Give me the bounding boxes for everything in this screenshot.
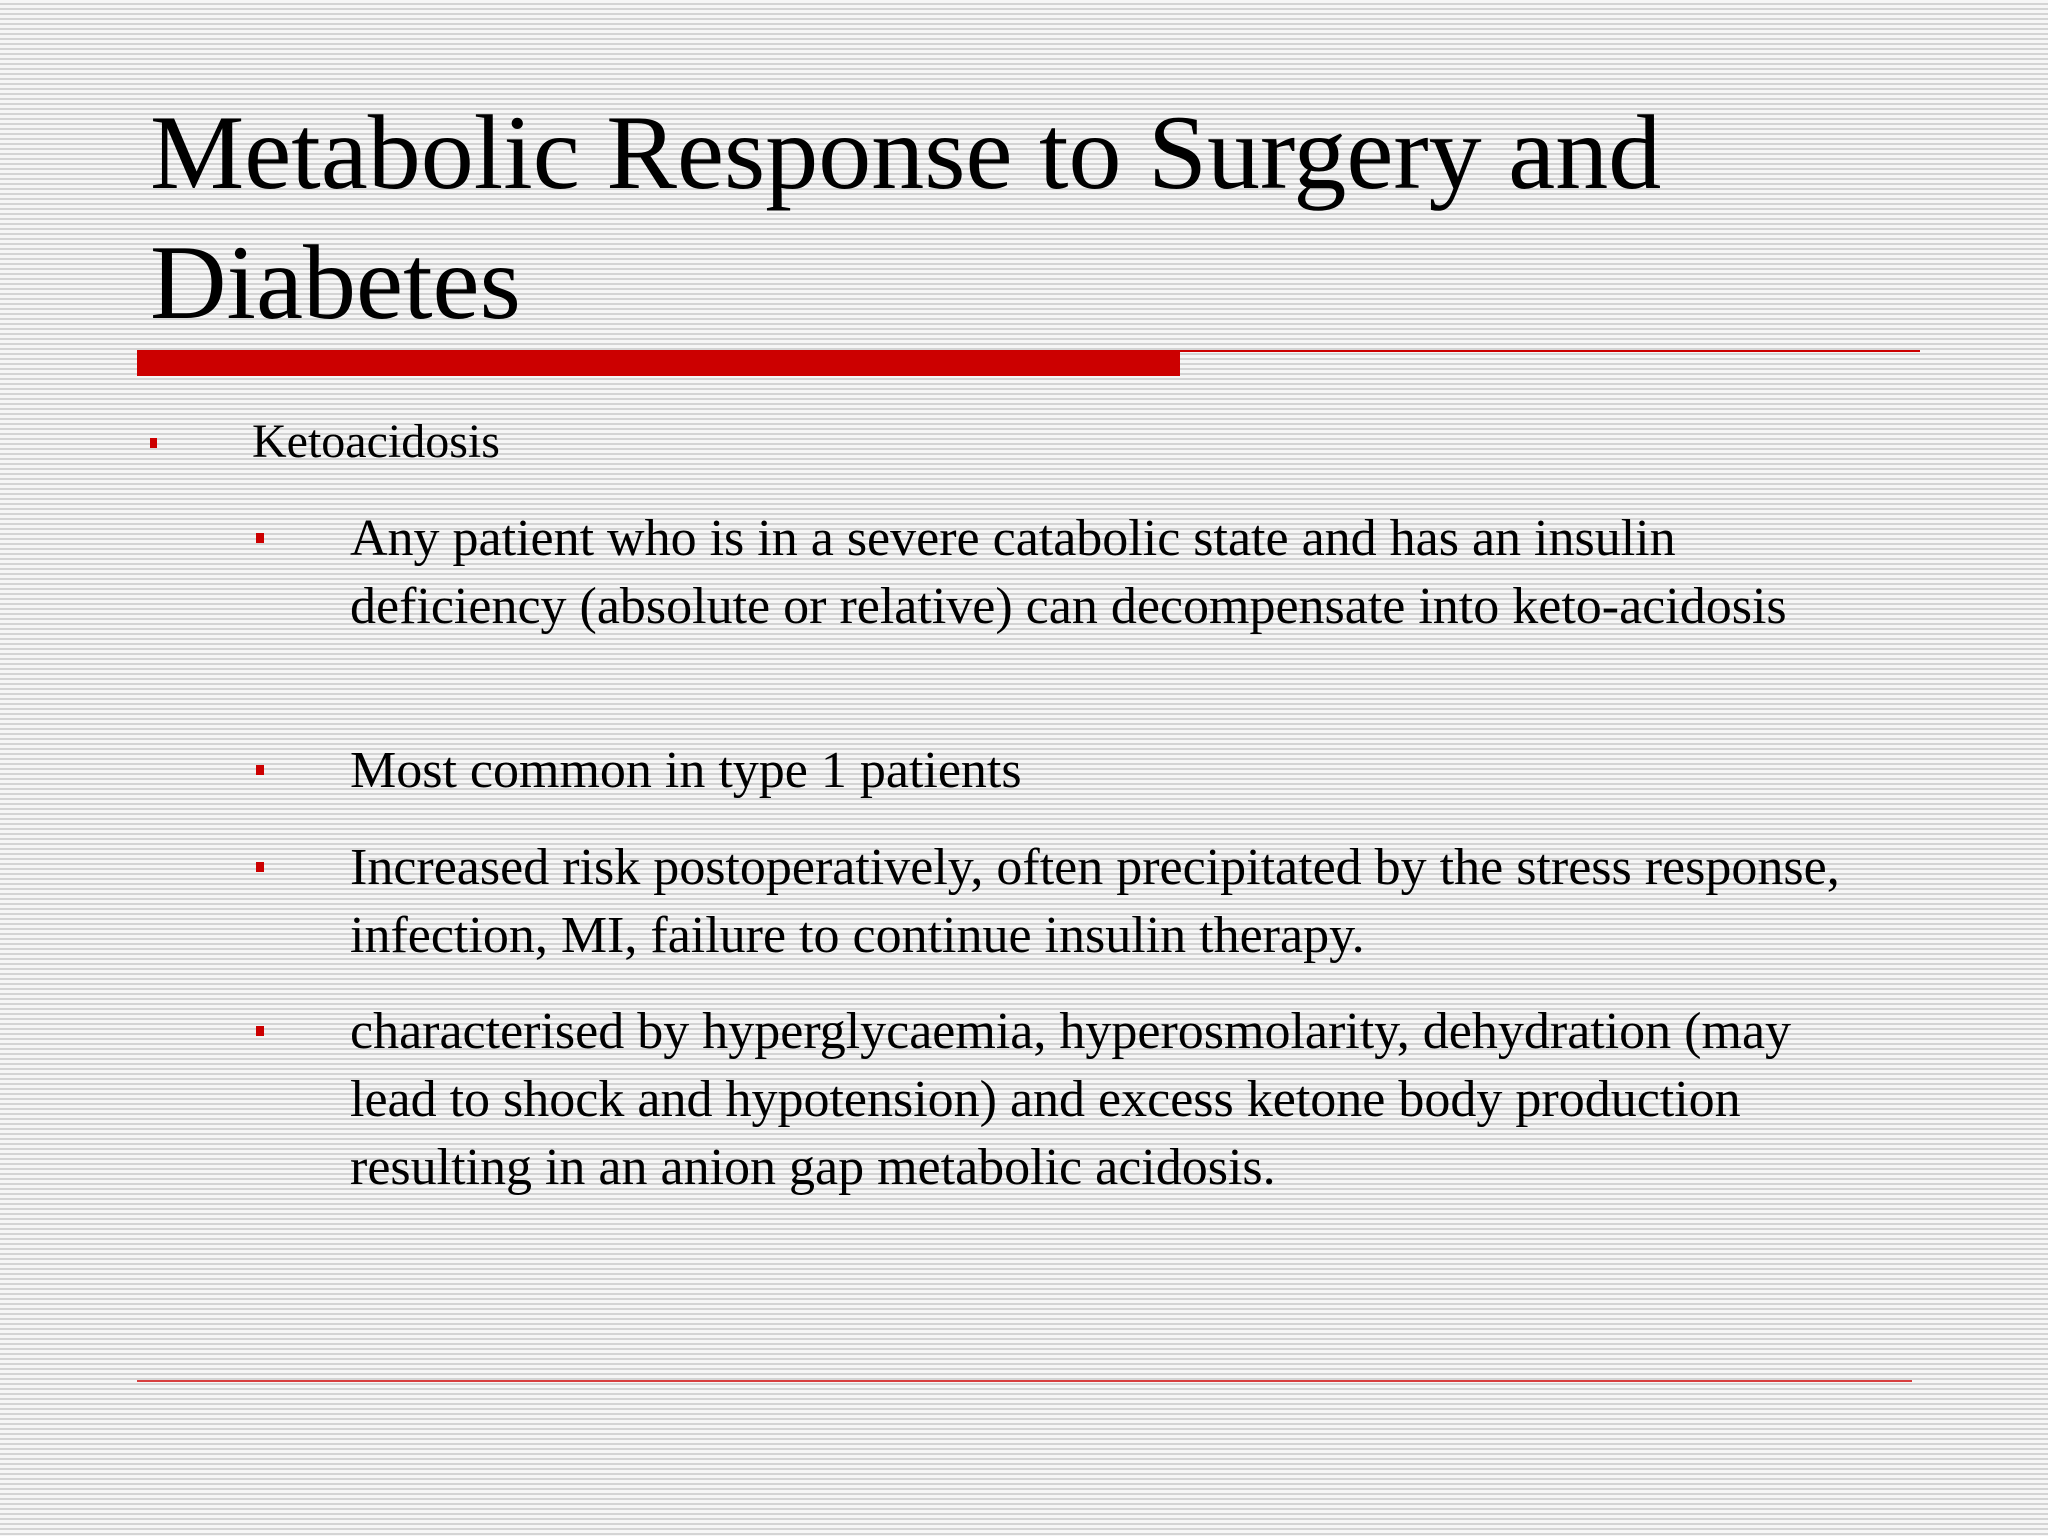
sub-bullet-text: Any patient who is in a severe catabolic state and has an insulin deficiency (absolute or relative) can decompensate into keto-acidosis (350, 510, 1787, 635)
square-bullet-icon (256, 1026, 264, 1036)
sub-bullet-text: characterised by hyperglycaemia, hyperosmolarity, dehydration (may lead to shock and hypotension) and excess ketone body production resulting in an anion gap metabolic acidosis. (350, 1003, 1792, 1196)
slide-title: Metabolic Response to Surgery and Diabetes (150, 94, 1662, 341)
title-underline-thick (137, 350, 1180, 376)
sub-bullet-text: Most common in type 1 patients (350, 742, 1022, 799)
bullet-heading: Ketoacidosis (252, 415, 500, 468)
title-underline-thin (1180, 350, 1920, 352)
square-bullet-icon (150, 438, 157, 448)
square-bullet-icon (256, 765, 264, 775)
footer-rule (137, 1380, 1912, 1382)
sub-bullet-text: Increased risk postoperatively, often precipitated by the stress response, infection, MI, failure to continue insulin therapy. (350, 839, 1840, 964)
square-bullet-icon (256, 862, 264, 872)
square-bullet-icon (256, 533, 264, 543)
